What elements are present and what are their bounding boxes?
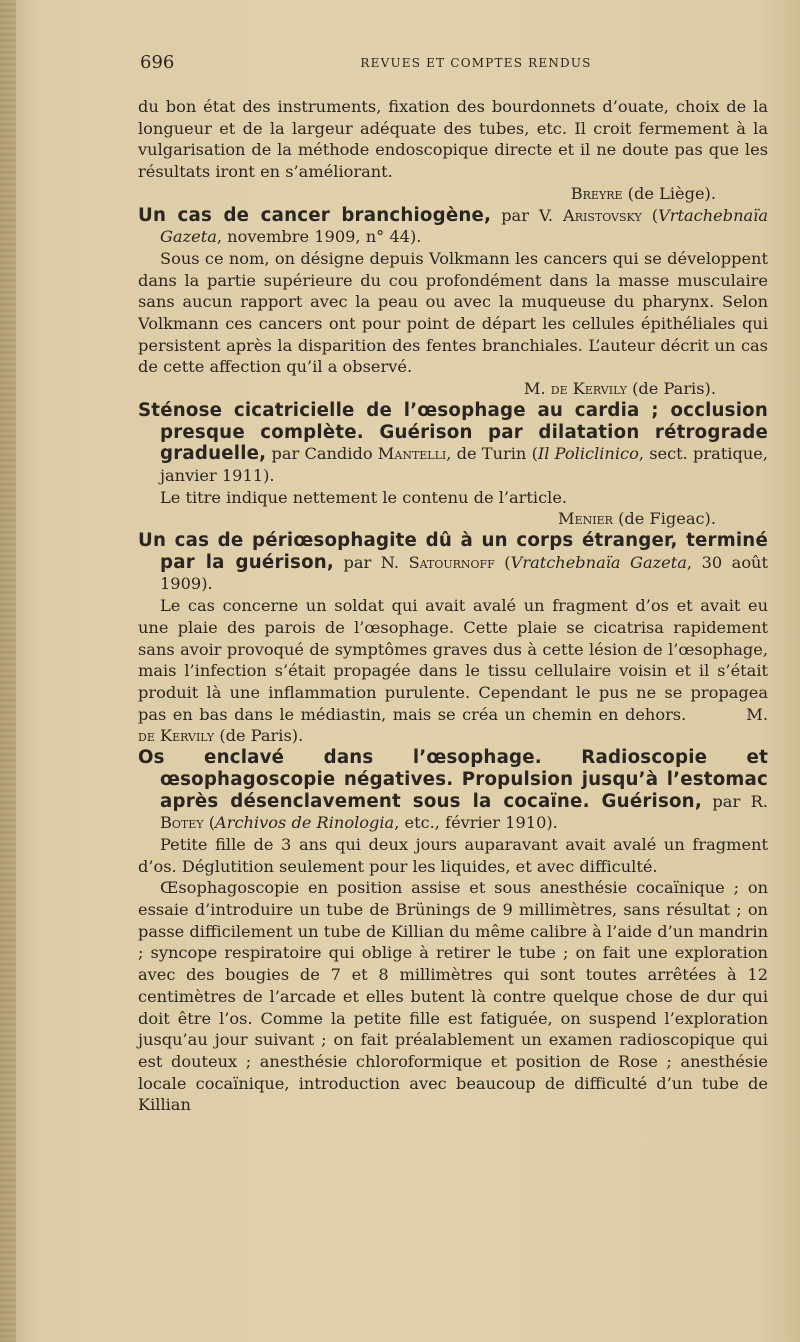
entry-author: Mantelli — [377, 444, 447, 464]
entry-paragraph: Sous ce nom, on désigne depuis Volkmann les cancers qui se développent dans la partie supérieure du cou profondément dans la masse musculaire sans aucun rapport avec la peau ou avec la muqueuse du pharynx. Selon Volkmann ces cancers ont pour point de départ les cellules épithéliales qui persistent après la disparition des fentes branchiales. L’auteur décrit un cas de cette affection qu’il a observé. — [138, 248, 768, 377]
entry-title: Os enclavé dans l’œsophage. Radioscopie et œsophagoscopie négatives. Propulsion jusqu’à l’estomac après désenclavement sous la cocaïne. Guérison, — [138, 747, 768, 812]
entry-paragraph: Œsophagoscopie en position assise et sous anesthésie cocaïnique ; on essaie d’introduire un tube de Brünings de 9 millimètres, sans résultat ; on passe difficilement un tube de Killian du même calibre à l’aide d’un mandrin ; syncope respiratoire qui oblige à retirer le tube ; on fait une exploration avec des bougies de 7 et 8 millimètres qui sont toutes arrêtées à 12 centimètres de l’arcade et elles butent là contre quelque chose de dur qui doit être l’os. Comme la petite fille est fatiguée, on suspend l’exploration jusqu’au jour suivant ; on fait préalablement un examen radioscopique qui est douteux ; anesthésie chloroformique et position de Rose ; anesthésie locale cocaïnique, introduction avec beaucoup de difficulté d’un tube de Killian — [138, 878, 768, 1115]
entry-paragraph: Petite fille de 3 ans qui deux jours auparavant avait avalé un fragment d’os. Déglutition seulement pour les liquides, et avec difficulté. — [138, 834, 768, 876]
entry-author: Satournoff — [408, 552, 495, 572]
page-edge-shadow — [0, 0, 16, 1342]
intro-paragraph: du bon état des instruments, fixation des bourdonnets d’ouate, choix de la longueur et de la largeur adéquate des tubes, etc. Il croit fermement à la vulgarisation de la méthode endoscopique directe et il ne doute pas que les résultats iront en s’améliorant. — [138, 97, 768, 182]
entry-author: Aristovsky — [563, 205, 642, 225]
entry-title: Un cas de cancer branchiogène, — [138, 204, 492, 226]
signature: M. de Kervily (de Paris). — [138, 704, 768, 746]
entry-heading: Un cas de périœsophagite dû à un corps étranger, terminé par la guérison, par N. Satournoff (Vratchebnaïa Gazeta, 30 août 1909). — [138, 530, 768, 594]
entry-author: Botey — [160, 813, 204, 833]
entry-source: Vrtachebnaïa Gazeta — [160, 205, 768, 247]
page-body — [138, 96, 768, 1116]
entry-source: Il Policlinico — [537, 444, 639, 464]
signature-name: de Kervily — [138, 726, 215, 746]
entry-title: Un cas de périœsophagite dû à un corps étranger, terminé par la guérison, — [138, 530, 768, 573]
review-entry — [138, 400, 768, 530]
entry-paragraph: Le cas concerne un soldat qui avait avalé un fragment d’os et avait eu une plaie des parois de l’œsophage. Cette plaie se cicatrisa rapidement sans avoir provoqué de symptômes graves dus à cette lésion de l’œsophage, mais l’infection s’était propagée dans le tissu cellulaire voisin et il s’était produit là une inflammation purulente. Cependant le pus ne se propagea pas en bas dans le médiastin, mais se créa un chemin en dehors. M. de Kervily (de Paris). — [138, 596, 768, 746]
entry-paragraph: Le titre indique nettement le contenu de l’article. — [160, 487, 568, 507]
entry-source: Vratchebnaïa Gazeta — [510, 552, 687, 572]
review-entry — [138, 747, 768, 1116]
signature-name: Menier — [558, 509, 613, 529]
page-number: 696 — [140, 52, 175, 73]
signature — [138, 183, 768, 205]
signature: M. de Kervily (de Paris). — [523, 379, 716, 399]
entry-heading: Os enclavé dans l’œsophage. Radioscopie et œsophagoscopie négatives. Propulsion jusqu’à l’estomac après désenclavement sous la cocaïne. Guérison, par R. Botey (Archivos de Rinologia, etc., février 1910). — [138, 747, 768, 833]
review-entry — [138, 530, 768, 747]
signature-name: de Kervily — [550, 379, 627, 399]
signature-name: Breyre — [570, 183, 623, 203]
entry-source: Archivos de Rinologia — [215, 813, 395, 833]
signature: Menier (de Figeac). — [558, 509, 716, 529]
review-entry — [138, 205, 768, 400]
entry-heading: Sténose cicatricielle de l’œsophage au cardia ; occlusion presque complète. Guérison par dilatation rétrograde graduelle, par Candido Mantelli, de Turin (Il Policlinico, sect. pratique, janvier 1911). — [138, 399, 768, 485]
running-head: REVUES ET COMPTES RENDUS — [360, 56, 592, 70]
entry-heading: Un cas de cancer branchiogène, par V. Aristovsky (Vrtachebnaïa Gazeta, novembre 1909, n° 44). — [138, 204, 768, 247]
page-header — [140, 52, 772, 76]
signature-place: (de Liège). — [622, 183, 716, 203]
entry-title: Sténose cicatricielle de l’œsophage au cardia ; occlusion presque complète. Guérison par dilatation rétrograde graduelle, — [138, 399, 768, 465]
